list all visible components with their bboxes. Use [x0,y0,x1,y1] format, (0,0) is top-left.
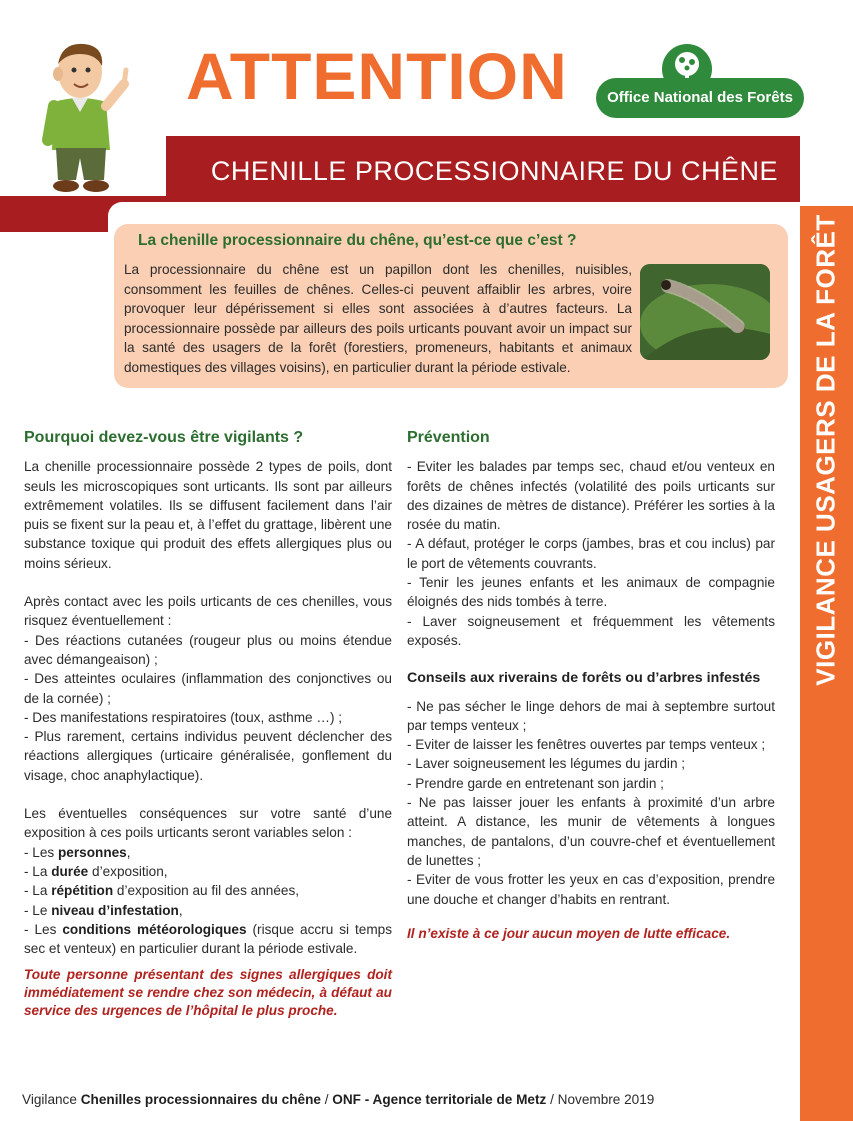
list-item: - Les conditions météorologiques (risque accru si temps sec et venteux) en particulier durant la période estivale. [24,921,393,957]
footer-date: Novembre 2019 [557,1092,655,1107]
list-item: - Le niveau d’infestation, [24,902,183,918]
onf-logo-text: Office National des Forêts [596,78,804,118]
left-column [24,428,392,1020]
list-item: - Des réactions cutanées (rougeur plus ou moins étendue avec démangeaison) ; [24,632,392,667]
title-banner [166,136,800,200]
vigilance-heading: Pourquoi devez-vous être vigilants ? [24,429,304,446]
side-label: VIGILANCE USAGERS DE LA FORÊT [810,214,841,686]
prevention-heading: Prévention [407,429,490,446]
intro-title: La chenille processionnaire du chêne, qu’est-ce que c’est ? [138,232,577,249]
no-remedy-warning: Il n’existe à ce jour aucun moyen de lutte efficace. [407,925,731,941]
list-item: - La durée d’exposition, [24,863,168,879]
caterpillar-photo [640,264,770,360]
residents-advice-heading: Conseils aux riverains de forêts ou d’arbres infestés [407,670,761,687]
onf-logo [596,44,806,124]
intro-box [114,224,788,388]
list-item: - La répétition d’exposition au fil des années, [24,883,300,899]
list-item: - Les personnes, [24,844,131,860]
attention-title: ATTENTION [186,39,568,113]
list-item: - Laver soigneusement les légumes du jardin ; [407,756,686,772]
footer: Vigilance Chenilles processionnaires du chêne / ONF - Agence territoriale de Metz / Novembre 2019 [22,1092,655,1107]
footer-subject: Chenilles processionnaires du chêne [80,1092,321,1107]
list-item: - Ne pas sécher le linge dehors de mai à septembre surtout par temps venteux ; [407,698,775,733]
list-item: - A défaut, protéger le corps (jambes, bras et cou inclus) par le port de vêtements couvrants. [407,536,775,571]
banner-title: CHENILLE PROCESSIONNAIRE DU CHÊNE [210,156,778,186]
list-item: - Eviter les balades par temps sec, chaud et/ou venteux en forêts de chênes infectés (volatilité des poils urticants sur des dizaines de mètres de distance). Préférer les sorties à la rosée du matin. [407,459,775,533]
list-item: - Ne pas laisser jouer les enfants à proximité d’un arbre atteint. A distance, les munir de vêtements à longues manches, de pantalons, d’un couvre-chef et éventuellement de lunettes ; [407,795,775,868]
list-item: - Eviter de laisser les fenêtres ouvertes par temps venteux ; [407,737,766,753]
list-item: - Eviter de vous frotter les yeux en cas d’exposition, prendre une douche et changer d’habits en rentrant. [407,872,775,907]
list-item: - Des atteintes oculaires (inflammation des conjonctives ou de la cornée) ; [24,671,392,706]
risks-intro: Après contact avec les poils urticants de ces chenilles, vous risquez éventuellement : [24,594,392,629]
list-item: - Prendre garde en entretenant son jardin ; [407,775,664,791]
medical-warning: Toute personne présentant des signes allergiques doit immédiatement se rendre chez son médecin, à défaut au service des urgences de l’hôpital le plus proche. [24,967,392,1019]
right-column [407,428,775,943]
list-item: - Plus rarement, certains individus peuvent déclencher des réactions allergiques (urticaire généralisée, gonflement du visage, choc anaphylactique). [24,729,392,783]
footer-organization: ONF - Agence territoriale de Metz [332,1092,547,1107]
list-item: - Des manifestations respiratoires (toux, asthme …) ; [24,709,343,725]
hairs-paragraph: La chenille processionnaire possède 2 types de poils, dont seuls les microscopiques sont urticants. Ils sont par ailleurs extrêmement volatiles. Ils se diffusent facilement dans l’air puis se fixent sur la peau et, à l’effet du grattage, libèrent une substance toxique qui produit des effets allergiques plus ou moins sérieux. [24,459,392,571]
intro-text: La processionnaire du chêne est un papillon dont les chenilles, nuisibles, consomment les feuilles de chênes. Celles-ci peuvent affaiblir les arbres, voire provoquer leur dépérissement si elles sont associées à d’autres facteurs. La processionnaire possède par ailleurs des poils urticants pouvant avoir un impact sur la santé des usagers de la forêt (forestiers, promeneurs, habitants et animaux domestiques des villages voisins), en particulier durant la période estivale. [124,262,632,375]
forester-mascot-illustration [40,40,140,200]
list-item: - Laver soigneusement et fréquemment les vêtements exposés. [407,613,775,648]
list-item: - Tenir les jeunes enfants et les animaux de compagnie éloignés des nids tombés à terre. [407,575,775,610]
factors-intro: Les éventuelles conséquences sur votre santé d’une exposition à ces poils urticants seront variables selon : [24,806,392,841]
footer-prefix: Vigilance [22,1092,77,1107]
